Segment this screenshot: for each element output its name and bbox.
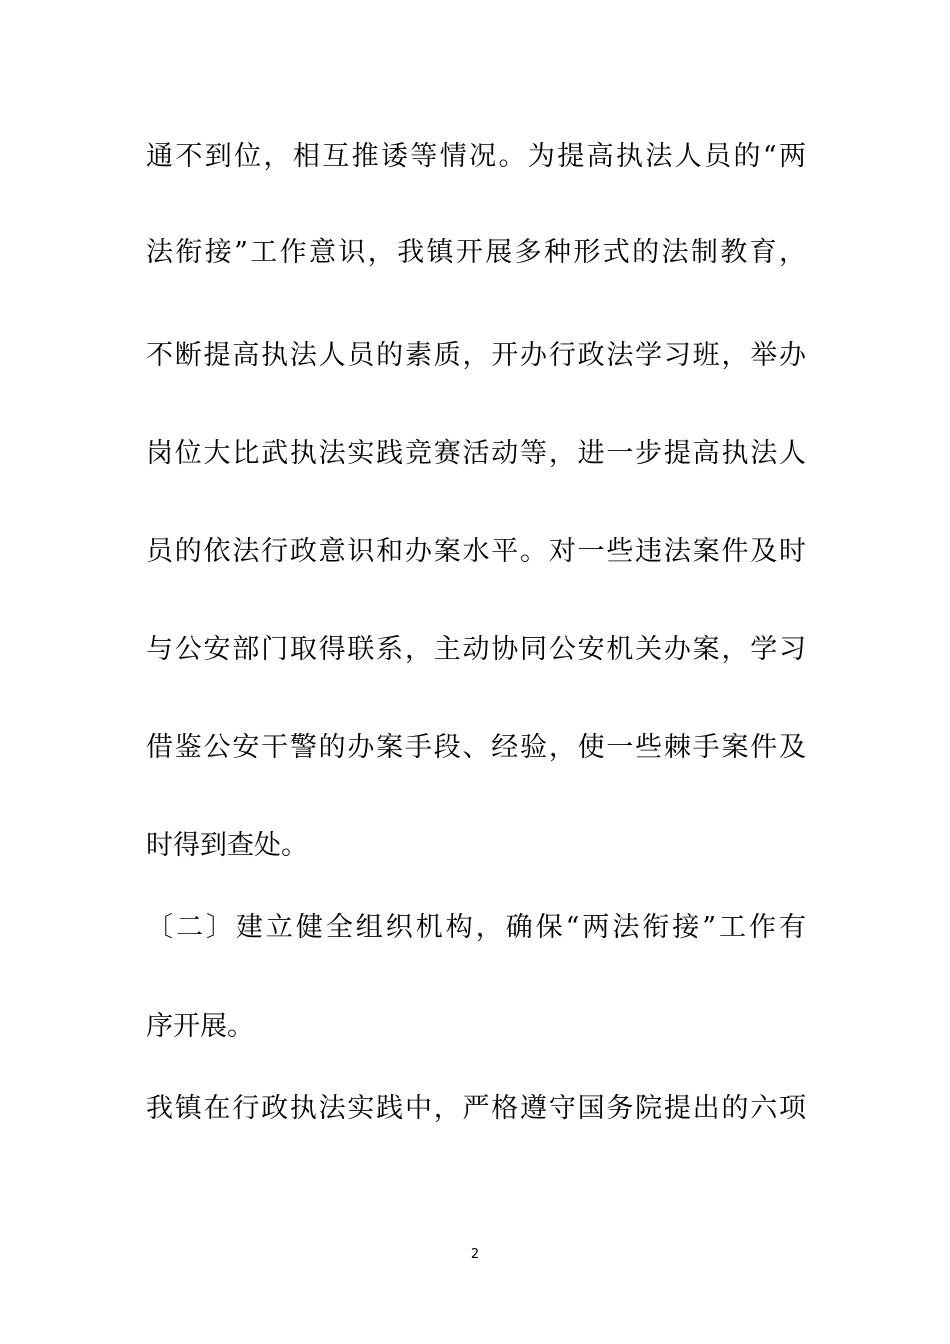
body-text-line: 我镇在行政执法实践中，严格遵守国务院提出的六项 bbox=[146, 1093, 806, 1124]
body-text-line: 岗位大比武执法实践竞赛活动等，进一步提高执法人 bbox=[146, 438, 806, 469]
body-text-line: 通不到位，相互推诿等情况。为提高执法人员的“两 bbox=[146, 141, 806, 172]
body-text-line: 不断提高执法人员的素质，开办行政法学习班，举办 bbox=[146, 340, 806, 371]
body-text-line: 员的依法行政意识和办案水平。对一些违法案件及时 bbox=[146, 536, 806, 567]
body-text-line: 法衔接”工作意识，我镇开展多种形式的法制教育， bbox=[146, 237, 806, 268]
section-heading: 〔二〕建立健全组织机构，确保“两法衔接”工作有 bbox=[146, 912, 806, 943]
section-heading-continuation: 序开展。 bbox=[146, 1011, 254, 1042]
body-text-line: 与公安部门取得联系，主动协同公安机关办案，学习 bbox=[146, 634, 806, 665]
body-text-line: 时得到查处。 bbox=[146, 830, 308, 861]
page-number: 2 bbox=[470, 1247, 480, 1262]
body-text-line: 借鉴公安干警的办案手段、经验，使一些棘手案件及 bbox=[146, 732, 806, 763]
